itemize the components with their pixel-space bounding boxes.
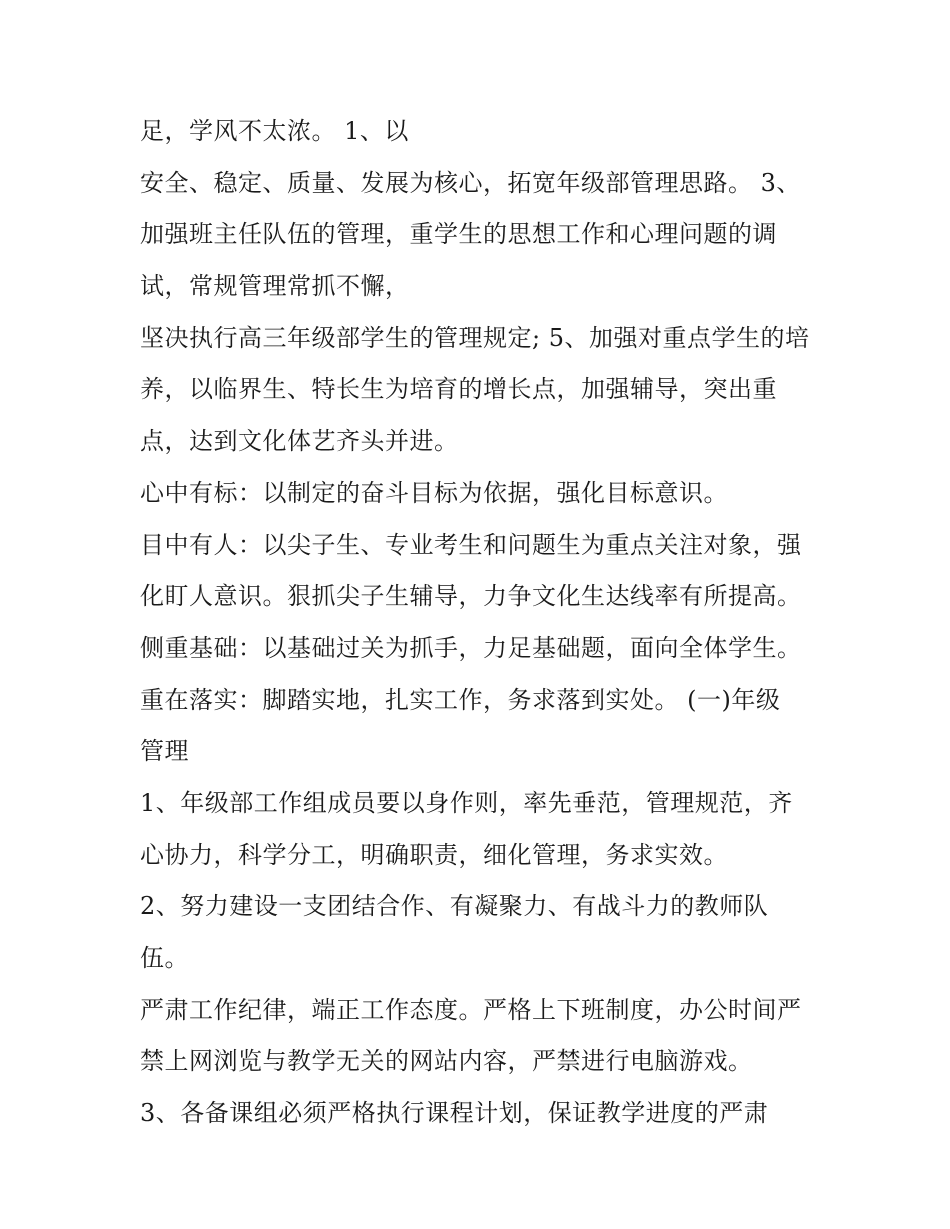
text-line: 试，常规管理常抓不懈， bbox=[140, 272, 410, 301]
text-line: 管理 bbox=[140, 737, 189, 766]
text-line: 安全、稳定、质量、发展为核心，拓宽年级部管理思路。 3、 bbox=[140, 168, 801, 197]
document-body bbox=[140, 106, 820, 1140]
text-line: 重在落实：脚踏实地，扎实工作，务求落到实处。 (一)年级 bbox=[140, 685, 781, 714]
text-line: 禁上网浏览与教学无关的网站内容，严禁进行电脑游戏。 bbox=[140, 1047, 753, 1076]
text-line: 侧重基础：以基础过关为抓手，力足基础题，面向全体学生。 bbox=[140, 633, 802, 662]
text-line: 加强班主任队伍的管理，重学生的思想工作和心理问题的调 bbox=[140, 220, 777, 249]
text-line: 伍。 bbox=[140, 944, 189, 972]
text-line: 目中有人：以尖子生、专业考生和问题生为重点关注对象，强 bbox=[140, 530, 802, 559]
text-line: 2、努力建设一支团结合作、有凝聚力、有战斗力的教师队 bbox=[140, 892, 769, 921]
text-line: 坚决执行高三年级部学生的管理规定; 5、加强对重点学生的培 bbox=[140, 323, 810, 352]
text-line: 足，学风不太浓。 1、以 bbox=[140, 117, 409, 145]
text-line: 点，达到文化体艺齐头并进。 bbox=[140, 427, 459, 456]
text-line: 心协力，科学分工，明确职责，细化管理，务求实效。 bbox=[140, 840, 728, 869]
text-line: 3、各备课组必须严格执行课程计划，保证教学进度的严肃 bbox=[140, 1099, 769, 1128]
text-line: 养，以临界生、特长生为培育的增长点，加强辅导，突出重 bbox=[140, 375, 777, 404]
text-line: 严肃工作纪律，端正工作态度。严格上下班制度，办公时间严 bbox=[140, 995, 802, 1024]
text-line: 心中有标：以制定的奋斗目标为依据，强化目标意识。 bbox=[140, 478, 728, 507]
text-line: 化盯人意识。狠抓尖子生辅导，力争文化生达线率有所提高。 bbox=[140, 582, 802, 611]
text-line: 1、年级部工作组成员要以身作则，率先垂范，管理规范，齐 bbox=[140, 788, 793, 817]
